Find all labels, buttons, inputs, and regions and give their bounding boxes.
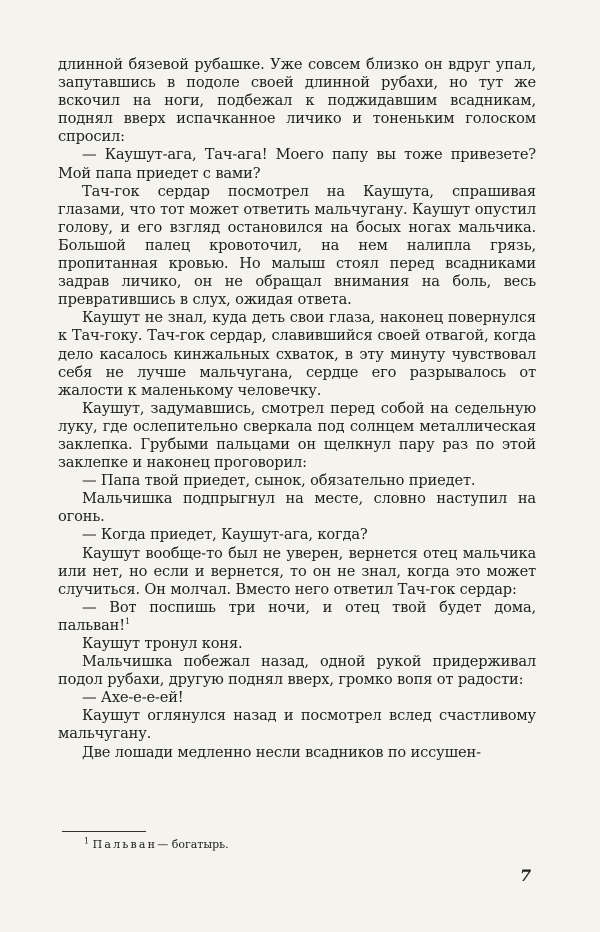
footnote-definition: — богатырь. [157, 838, 229, 851]
paragraph-4: Каушут не знал, куда деть свои глаза, наконец повернулся к Тач-гоку. Тач-гок сердар, славившийся своей отвагой, когда дело касалось кинжальных схваток, в эту минуту чувствовал себя не лучше мальчугана, сердце его разрывалось от жалости к маленькому человечку. [58, 309, 536, 399]
paragraph-12: Мальчишка побежал назад, одной рукой придерживал подол рубахи, другую поднял вверх, громко вопя от радости: [58, 653, 536, 689]
paragraph-13: — Ахе-е-е-ей! [82, 689, 184, 707]
paragraph-11: Каушут тронул коня. [82, 635, 243, 652]
paragraph-6: — Папа твой приедет, сынок, обязательно приедет. [82, 472, 476, 490]
paragraph-15: Две лошади медленно несли всадников по иссушен- [82, 743, 481, 761]
paragraph-9: Каушут вообще-то был не уверен, вернется отец мальчика или нет, но если и вернется, то он не знал, когда это может случиться. Он молчал. Вместо него ответил Тач-гок сердар: [58, 544, 536, 598]
footnote-ref: 1 [124, 617, 130, 627]
paragraph-14: Каушут оглянулся назад и посмотрел вслед счастливому мальчугану. [58, 707, 536, 743]
footnote-marker: 1 [84, 836, 90, 846]
footnote-divider [62, 831, 146, 832]
paragraph-5: Каушут, задумавшись, смотрел перед собой на седельную луку, где ослепительно сверкала под солнцем металлическая заклепка. Грубыми пальцами он щелкнул пару раз по этой заклепке и наконец проговорил: [58, 399, 536, 472]
paragraph-7: Мальчишка подпрыгнул на месте, словно наступил на огонь. [58, 490, 536, 526]
paragraph-8: — Когда приедет, Каушут-ага, когда? [82, 526, 368, 544]
paragraph-3: Тач-гок сердар посмотрел на Каушута, спрашивая глазами, что тот может ответить мальчугану. Каушут опустил голову, и его взгляд остановился на босых ногах мальчика. Большой палец кровоточил, на нем налипла грязь, пропитанная кровью. Но малыш стоял перед всадниками задрав личико, он не обращал внимания на боль, весь превратившись в слух, ожидая ответа. [58, 182, 536, 309]
page-body [58, 56, 536, 762]
paragraph-10 [58, 599, 536, 635]
paragraph-2: — Каушут-ага, Тач-ага! Моего папу вы тоже привезете? Мой папа приедет с вами? [58, 146, 536, 182]
footnote [84, 838, 229, 852]
footnote-term: Пальван [92, 838, 158, 851]
paragraph-10-text: — Вот поспишь три ночи, и отец твой будет дома, пальван! [58, 598, 536, 634]
paragraph-1: длинной бязевой рубашке. Уже совсем близко он вдруг упал, запутавшись в подоле своей длинной рубахи, но тут же вскочил на ноги, подбежал к поджидавшим всадникам, поднял вверх испачканное личико и тоненьким голоском спросил: [58, 56, 536, 146]
page-number: 7 [520, 866, 532, 885]
